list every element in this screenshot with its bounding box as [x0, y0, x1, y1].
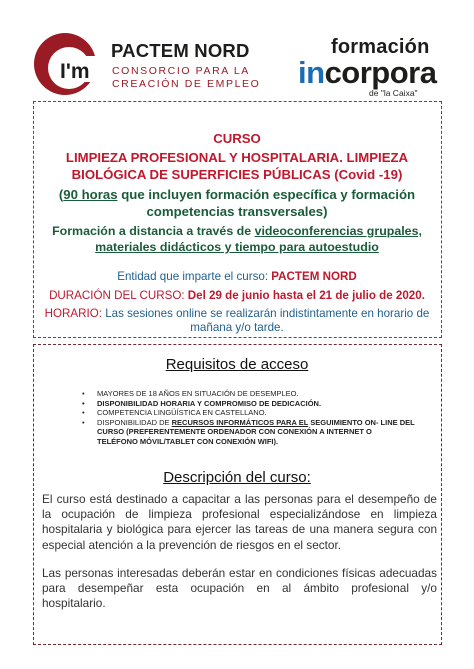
- description-paragraph-2: [42, 566, 437, 612]
- fi-main-text: [298, 55, 436, 91]
- course-mode-line-2: materiales didácticos y tiempo para autoestudio: [95, 240, 379, 254]
- requirements-list: [82, 389, 442, 447]
- p1-line-3: hospitalaria y biológica para ejercer las tareas de una manera segura con: [42, 522, 437, 537]
- requirement-item: • COMPETENCIA LINGÜÍSTICA EN CASTELLANO.: [82, 408, 442, 418]
- description-paragraph-1: [42, 492, 437, 553]
- schedule-line-2: mañana y/o tarde.: [190, 321, 284, 334]
- hours-strong: 90 horas: [63, 187, 118, 202]
- entity-value: PACTEM NORD: [271, 270, 357, 283]
- req4-line2: CURSO (PREFERENTEMENTE ORDENADOR CON CONEXIÓN A INTERNET O: [97, 427, 372, 437]
- course-label: CURSO: [213, 131, 261, 146]
- hours-rest: que incluyen formación específica y formación: [117, 187, 416, 202]
- duration-value: Del 29 de junio hasta el 21 de julio de 2020.: [187, 289, 425, 302]
- pactem-name: PACTEM NORD: [111, 40, 250, 61]
- course-title-line-2: BIOLÓGICA DE SUPERFICIES PÚBLICAS (Covid -19): [71, 167, 403, 182]
- hours-open: (: [58, 187, 64, 202]
- course-title-line-1: LIMPIEZA PROFESIONAL Y HOSPITALARIA. LIMPIEZA: [65, 150, 409, 165]
- course-mode-line-1: [0, 224, 474, 238]
- req4-a: DISPONIBILIDAD DE: [97, 417, 172, 427]
- p1-line-1: El curso está destinado a capacitar a las personas para el desempeño de: [42, 492, 437, 506]
- pactem-subtitle-1: CONSORCIO PARA LA: [112, 65, 250, 77]
- course-hours-line-2: competencias transversales): [146, 204, 328, 219]
- req4-b: RECURSOS INFORMÁTICOS PARA EL: [171, 417, 309, 427]
- description-title: Descripción del curso:: [163, 469, 311, 486]
- duration-line: [0, 289, 474, 302]
- fi-corpora-text: corpora: [324, 55, 437, 90]
- requirement-item: • DISPONIBILIDAD HORARIA Y COMPROMISO DE DEDICACIÓN.: [82, 399, 442, 409]
- requirement-item: • MAYORES DE 18 AÑOS EN SITUACIÓN DE DESEMPLEO.: [82, 389, 442, 399]
- schedule-line-1: [0, 307, 474, 320]
- pactem-nord-logo: [31, 30, 261, 100]
- mode-part-b: videoconferencias grupales,: [254, 224, 422, 238]
- pactem-emblem-icon: [31, 30, 103, 100]
- header: [0, 0, 474, 100]
- formacion-incorpora-logo: [298, 36, 448, 100]
- p2-line-2: para desempeñar esta ocupación en al ámbito profesional y/o: [42, 581, 437, 596]
- fi-top-text: formación: [331, 36, 430, 58]
- p1-line-2: la ocupación de limpieza profesional especializándose en limpieza: [42, 507, 437, 522]
- mode-part-a: Formación a distancia a través de: [52, 224, 255, 238]
- fi-in-text: in: [298, 55, 325, 90]
- requirements-title: Requisitos de acceso: [165, 356, 309, 373]
- pactem-emblem-text: I'm: [60, 60, 90, 83]
- p2-line-3: hospitalario.: [42, 596, 106, 611]
- course-hours-line-1: [0, 187, 474, 202]
- requirement-item: [82, 418, 442, 447]
- fi-bottom-text: de "la Caixa": [369, 88, 418, 98]
- req4-line3: TELÉFONO MÓVIL/TABLET CON CONEXIÓN WIFI).: [97, 436, 279, 446]
- p1-line-4: especial atención a la prevención de riesgos en el sector.: [42, 537, 342, 552]
- duration-label: DURACIÓN DEL CURSO:: [49, 289, 185, 302]
- schedule-text-1: Las sesiones online se realizarán indistintamente en horario de: [101, 307, 430, 320]
- req4-c: SEGUIMIENTO ON- LINE DEL: [308, 417, 415, 427]
- pactem-subtitle-2: CREACIÓN DE EMPLEO: [112, 78, 261, 90]
- entity-label: Entidad que imparte el curso:: [117, 270, 269, 283]
- entity-line: [0, 270, 474, 283]
- schedule-label: HORARIO:: [44, 307, 102, 320]
- p2-line-1: Las personas interesadas deberán estar en condiciones físicas adecuadas: [42, 566, 437, 580]
